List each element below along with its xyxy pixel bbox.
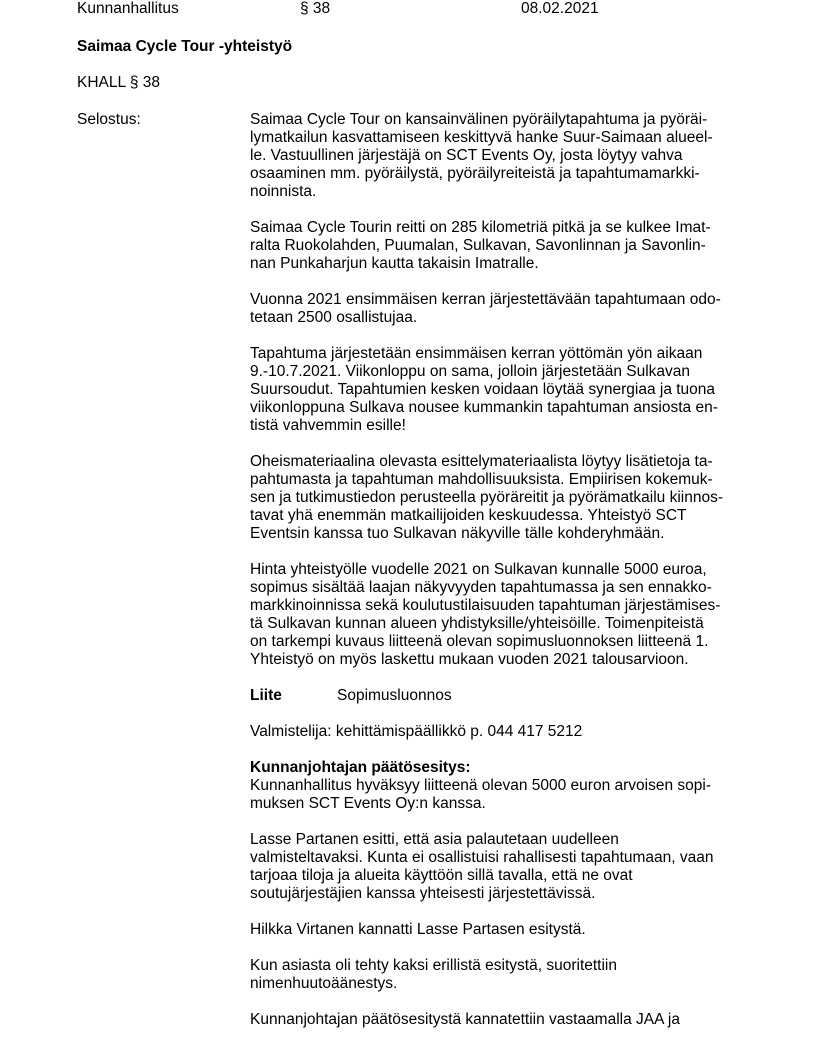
attachment-label: Liite <box>250 687 282 704</box>
proposal-heading: Kunnanjohtajan päätösesitys: <box>250 759 471 776</box>
paragraph-vote-result: Kunnanjohtajan päätösesitystä kannatettiin vastaamalla JAA ja <box>250 1011 680 1028</box>
paragraph-vote: Kun asiasta oli tehty kaksi erillistä esitystä, suoritettiin nimenhuutoäänestys. <box>250 957 617 992</box>
body-column <box>250 111 750 1047</box>
header-date: 08.02.2021 <box>521 0 599 17</box>
paragraph-price: Hinta yhteistyölle vuodelle 2021 on Sulkavan kunnalle 5000 euroa, sopimus sisältää laajan näkyvyyden tapahtumassa ja sen ennakko- markkinoinnissa sekä koulutustilaisuuden tapahtuman järjestämises- tä Sulkavan kunnan alueen yhdistyksille/yhteisöille. Toimenpiteistä on tarkempi kuvaus liitteenä olevan sopimusluonnoksen liitteenä 1. Yhteistyö on myös laskettu mukaan vuoden 2021 talousarvioon. <box>250 561 721 668</box>
header-organ: Kunnanhallitus <box>77 0 179 17</box>
attachment-value: Sopimusluonnos <box>337 687 452 704</box>
attachment-row <box>250 687 750 705</box>
selostus-label: Selostus: <box>77 111 141 128</box>
paragraph-schedule: Tapahtuma järjestetään ensimmäisen kerran yöttömän yön aikaan 9.-10.7.2021. Viikonloppu on sama, jolloin järjestetään Sulkavan Suursoudut. Tapahtumien kesken voidaan löytää synergiaa ja tuona viikonloppuna Sulkava nousee kummankin tapahtuman ansiosta en- tistä vahvemmin esille! <box>250 345 718 434</box>
paragraph-counterproposal: Lasse Partanen esitti, että asia palautetaan uudelleen valmisteltavaksi. Kunta ei osallistuisi rahallisesti tapahtumaan, vaan tarjoaa tiloja ja alueita käyttöön sillä tavalla, että ne ovat soutujärjestäjien kanssa yhteisesti järjestettävissä. <box>250 831 714 902</box>
preparer-line: Valmistelija: kehittämispäällikkö p. 044 417 5212 <box>250 723 583 740</box>
paragraph-materials: Oheismateriaalina olevasta esittelymateriaalista löytyy lisätietoja ta- pahtumasta ja tapahtuman mahdollisuuksista. Empiirisen kokemuk- sen ja tutkimustiedon perusteella pyöräreitit ja pyörämatkailu kiinnos- tavat yhä enemmän matkailijoiden keskuudessa. Yhteistyö SCT Eventsin kanssa tuo Sulkavan näkyville tälle kohderyhmään. <box>250 453 723 542</box>
document-title: Saimaa Cycle Tour -yhteistyö <box>77 38 293 55</box>
header-section: § 38 <box>300 0 331 17</box>
paragraph-route: Saimaa Cycle Tourin reitti on 285 kilometriä pitkä ja se kulkee Imat- ralta Ruokolahden, Puumalan, Sulkavan, Savonlinnan ja Savonlin- nan Punkaharjun kautta takaisin Imatralle. <box>250 219 711 272</box>
paragraph-intro: Saimaa Cycle Tour on kansainvälinen pyöräilytapahtuma ja pyöräi- lymatkailun kasvattamiseen keskittyvä hanke Suur-Saimaan alueel- le. Vastuullinen järjestäjä on SCT Events Oy, josta löytyy vahva osaaminen mm. pyöräilystä, pyöräilyreiteistä ja tapahtumamarkki- noinnista. <box>250 111 713 200</box>
khall-reference: KHALL § 38 <box>77 74 161 91</box>
proposal-text: Kunnanhallitus hyväksyy liitteenä olevan 5000 euron arvoisen sopi- muksen SCT Events Oy:n kanssa. <box>250 777 711 812</box>
paragraph-support: Hilkka Virtanen kannatti Lasse Partasen esitystä. <box>250 921 586 938</box>
paragraph-participants: Vuonna 2021 ensimmäisen kerran järjestettävään tapahtumaan odo- tetaan 2500 osallistujaa. <box>250 291 721 326</box>
